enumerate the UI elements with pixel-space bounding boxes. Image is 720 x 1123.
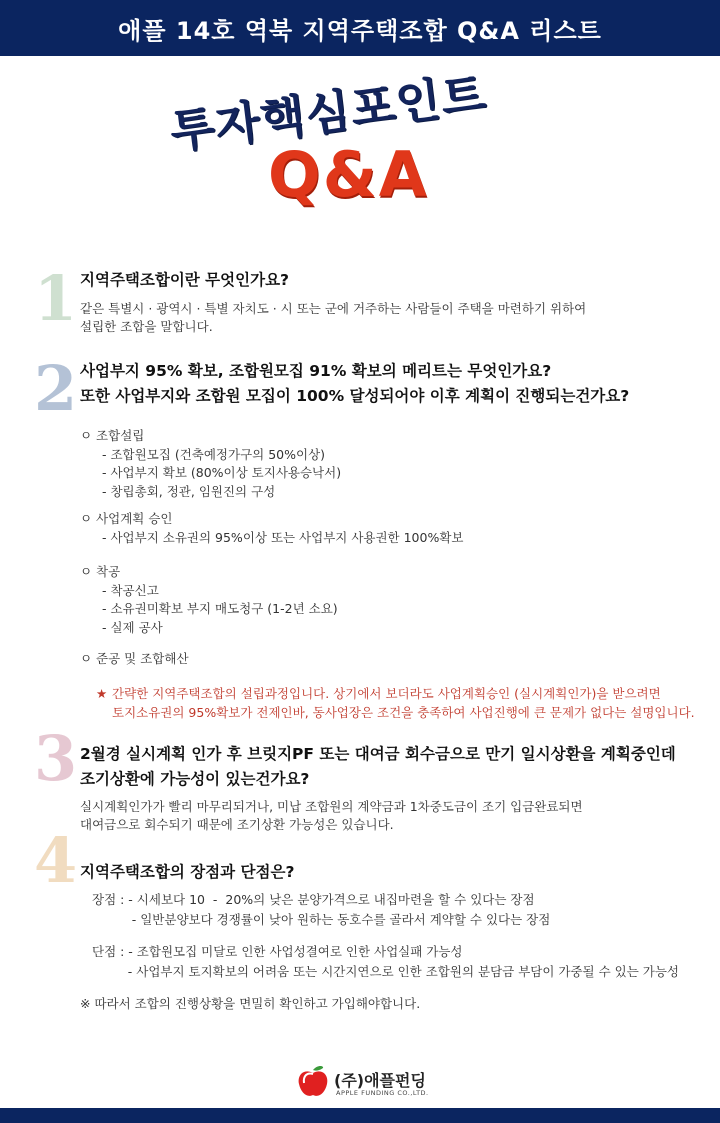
answer-1-line: 같은 특별시 · 광역시 · 특별 자치도 · 시 또는 군에 거주하는 사람들이 주택을 마련하기 위하여 (80, 301, 587, 316)
question-2 (80, 359, 700, 409)
final-note: ※ 따라서 조합의 진행상황을 면밀히 확인하고 가입해야합니다. (80, 996, 421, 1011)
section-item: - 사업부지 소유권의 95%이상 또는 사업부지 사용권한 100%확보 (102, 529, 464, 545)
section-item: - 소유권미확보 부지 매도청구 (1-2년 소요) (102, 601, 338, 616)
question-1-line: 지역주택조합이란 무엇인가요? (80, 271, 290, 289)
question-1 (80, 268, 700, 293)
section-item: - 사업부지 확보 (80%이상 토지사용승낙서) (102, 465, 342, 480)
note-red (96, 684, 716, 722)
section-item: - 착공신고 (102, 582, 159, 598)
apple-icon (296, 1062, 330, 1100)
question-2-line: 또한 사업부지와 조합원 모집이 100% 달성되어야 이후 계획이 진행되는건가요? (80, 387, 630, 405)
answer-1 (80, 300, 700, 336)
section-head: ㅇ 사업계획 승인 (80, 511, 173, 526)
question-4 (80, 860, 700, 885)
section-head: ㅇ 조합설립 (80, 428, 145, 443)
answer-3-line: 대여금으로 회수되기 때문에 조기상환 가능성은 있습니다. (80, 817, 394, 832)
hero-title: 투자핵심포인트 (167, 66, 490, 159)
section-head: ㅇ 착공 (80, 564, 121, 579)
section-establishment (80, 427, 700, 501)
answer-1-line: 설립한 조합을 말합니다. (80, 319, 213, 334)
cons-line: 단점 : - 조합원모집 미달로 인한 사업성결여로 인한 사업실패 가능성 (92, 944, 463, 959)
company-name-en: APPLE FUNDING CO.,LTD. (336, 1089, 429, 1097)
top-banner (0, 0, 720, 56)
question-number-4: 4 (34, 824, 78, 897)
question-4-line: 지역주택조합의 장점과 단점은? (80, 863, 295, 881)
question-number-3: 3 (34, 722, 78, 795)
company-logo (296, 1062, 466, 1102)
question-2-line: 사업부지 95% 확보, 조합원모집 91% 확보의 메리트는 무엇인가요? (80, 362, 552, 380)
question-number-1: 1 (34, 262, 78, 335)
section-construction (80, 563, 700, 637)
star-icon: ★ (96, 686, 108, 701)
section-completion (80, 650, 700, 669)
note-line: 토지소유권의 95%확보가 전제인바, 동사업장은 조건을 충족하여 사업진행에 큰 문제가 없다는 설명입니다. (112, 705, 695, 720)
answer-3 (80, 798, 700, 834)
section-approval (80, 510, 700, 547)
answer-3-line: 실시계획인가가 빨리 마무리되거나, 미납 조합원의 계약금과 1차중도금이 조기 입금완료되면 (80, 799, 583, 814)
hero-subtitle: Q&A (268, 138, 429, 211)
question-number-2: 2 (34, 352, 78, 425)
cons-list (92, 942, 712, 982)
question-3-line: 조기상환에 가능성이 있는건가요? (80, 770, 310, 788)
question-3 (80, 742, 700, 792)
section-head: ㅇ 준공 및 조합해산 (80, 651, 189, 666)
cons-line: - 사업부지 토지확보의 어려움 또는 시간지연으로 인한 조합원의 분담금 부담이 가중될 수 있는 가능성 (92, 964, 680, 979)
note-line: 간략한 지역주택조합의 설립과정입니다. 상기에서 보더라도 사업계획승인 (실시계획인가)을 받으려면 (112, 686, 661, 701)
pros-line: 장점 : - 시세보다 10 - 20%의 낮은 분양가격으로 내집마련을 할 수 있다는 장점 (92, 892, 535, 907)
pros-list (92, 890, 712, 930)
banner-title: 애플 14호 역북 지역주택조합 Q&A 리스트 (118, 16, 602, 45)
section-item: - 조합원모집 (건축예정가구의 50%이상) (102, 446, 326, 462)
footer-bar (0, 1108, 720, 1123)
pros-line: - 일반분양보다 경쟁률이 낮아 원하는 동호수를 골라서 계약할 수 있다는 장점 (92, 912, 551, 927)
section-item: - 창립총회, 정관, 임원진의 구성 (102, 483, 276, 499)
company-name: (주)애플펀딩 (334, 1071, 426, 1090)
question-3-line: 2월경 실시계획 인가 후 브릿지PF 또는 대여금 회수금으로 만기 일시상환을 계획중인데 (80, 745, 676, 763)
section-item: - 실제 공사 (102, 619, 163, 635)
